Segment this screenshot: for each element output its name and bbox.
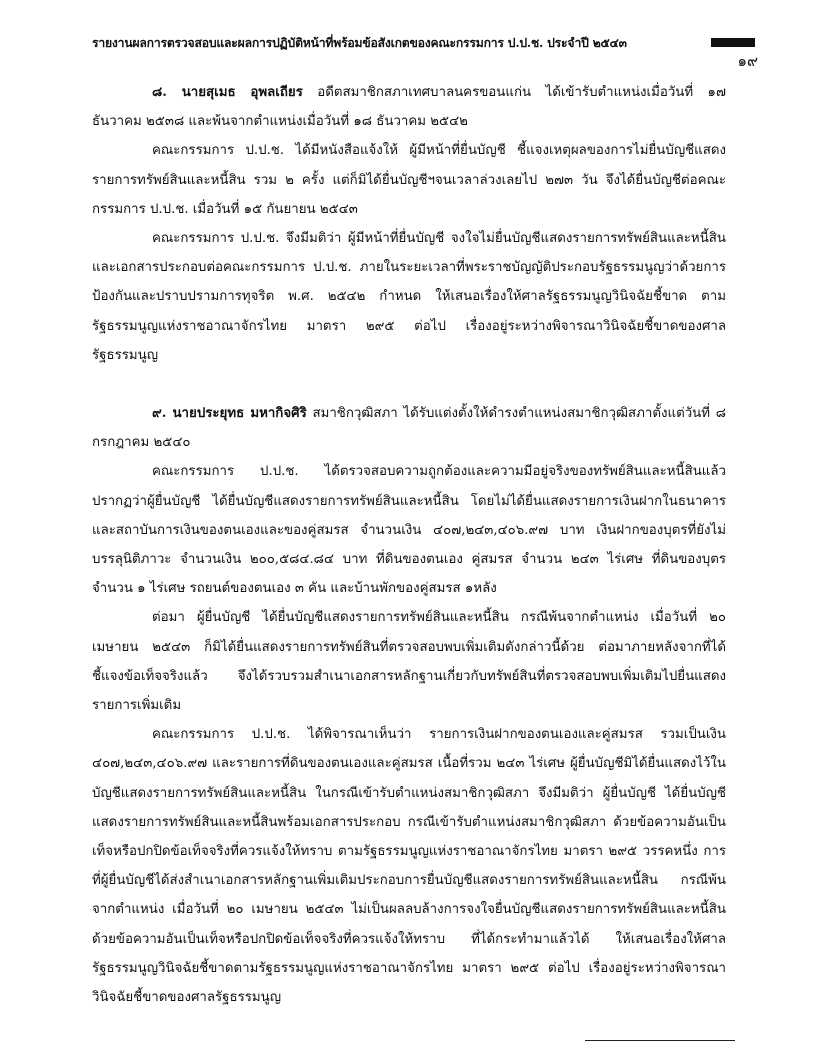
section-8-intro-text: อดีตสมาชิกสภาเทศบาลนครขอนแก่น ได้เข้ารับตำแหน่งเมื่อวันที่ ๑๗ ธันวาคม ๒๕๓๘ และพ้นจากตำแหน่งเมื่อวันที่ ๑๘ ธันวาคม ๒๕๔๒ (92, 85, 726, 130)
section-8-intro (92, 78, 726, 136)
section-8-heading: ๘. นายสุเมธ อุพลเถียร (152, 85, 303, 100)
section-9-paragraph-3: ต่อมา ผู้ยื่นบัญชี ได้ยื่นบัญชีแสดงรายการทรัพย์สินและหนี้สิน กรณีพ้นจากตำแหน่ง เมื่อวันที่ ๒๐ เมษายน ๒๕๔๓ ก็มิได้ยื่นแสดงรายการทรัพย์สินที่ตรวจสอบพบเพิ่มเติมดังกล่าวนี้ด้วย ต่อมาภายหลังจากที่ได้ชี้แจงข้อเท็จจริงแล้ว จึงได้รวบรวมสำเนาเอกสารหลักฐานเกี่ยวกับทรัพย์สินที่ตรวจสอบพบเพิ่มเติมไปยื่นแสดงรายการเพิ่มเติม (92, 610, 726, 714)
section-8-paragraph-2: คณะกรรมการ ป.ป.ช. ได้มีหนังสือแจ้งให้ ผู้มีหน้าที่ยื่นบัญชี ชี้แจงเหตุผลของการไม่ยื่นบัญชีแสดงรายการทรัพย์สินและหนี้สิน รวม ๒ ครั้ง แต่ก็มิได้ยื่นบัญชีฯจนเวลาล่วงเลยไป ๒๗๓ วัน จึงได้ยื่นบัญชีต่อคณะกรรมการ ป.ป.ช. เมื่อวันที่ ๑๕ กันยายน ๒๕๔๓ (92, 143, 726, 217)
footer-rule (585, 1040, 735, 1041)
section-9-intro (92, 399, 726, 457)
section-9-paragraph-2: คณะกรรมการ ป.ป.ช. ได้ตรวจสอบความถูกต้องและความมีอยู่จริงของทรัพย์สินและหนี้สินแล้ว ปรากฏว่าผู้ยื่นบัญชี ได้ยื่นบัญชีแสดงรายการทรัพย์สินและหนี้สิน โดยไม่ได้ยื่นแสดงรายการเงินฝากในธนาคารและสถาบันการเงินของตนเองและของคู่สมรส จำนวนเงิน ๔๐๗,๒๔๓,๔๐๖.๙๗ บาท เงินฝากของบุตรที่ยังไม่บรรลุนิติภาวะ จำนวนเงิน ๒๐๐,๕๘๔.๘๔ บาท ที่ดินของตนเอง คู่สมรส จำนวน ๒๔๓ ไร่เศษ ที่ดินของบุตร จำนวน ๑ ไร่เศษ รถยนต์ของตนเอง ๓ คัน และบ้านพักของคู่สมรส ๑หลัง (92, 464, 726, 597)
section-9-heading: ๙. นายประยุทธ มหากิจศิริ (152, 406, 307, 422)
header-black-bar (711, 38, 755, 47)
section-9-paragraph-4: คณะกรรมการ ป.ป.ช. ได้พิจารณาเห็นว่า รายการเงินฝากของตนเองและคู่สมรส รวมเป็นเงิน ๔๐๗,๒๔๓,๔๐๖.๙๗ และรายการที่ดินของตนเองและคู่สมรส เนื้อที่รวม ๒๔๓ ไร่เศษ ผู้ยื่นบัญชีมิได้ยื่นแสดงไว้ในบัญชีแสดงรายการทรัพย์สินและหนี้สิน ในกรณีเข้ารับตำแหน่งสมาชิกวุฒิสภา จึงมีมติว่า ผู้ยื่นบัญชี ได้ยื่นบัญชีแสดงรายการทรัพย์สินและหนี้สินพร้อมเอกสารประกอบ กรณีเข้ารับตำแหน่งสมาชิกวุฒิสภา ด้วยข้อความอันเป็นเท็จหรือปกปิดข้อเท็จจริงที่ควรแจ้งให้ทราบ ตามรัฐธรรมนูญแห่งราชอาณาจักรไทย มาตรา ๒๙๕ วรรคหนึ่ง การที่ผู้ยื่นบัญชีได้ส่งสำเนาเอกสารหลักฐานเพิ่มเติมประกอบการยื่นบัญชีแสดงรายการทรัพย์สินและหนี้สิน กรณีพ้นจากตำแหน่ง เมื่อวันที่ ๒๐ เมษายน ๒๕๔๓ ไม่เป็นผลลบล้างการจงใจยื่นบัญชีแสดงรายการทรัพย์สินและหนี้สิน ด้วยข้อความอันเป็นเท็จหรือปกปิดข้อเท็จจริงที่ควรแจ้งให้ทราบ ที่ได้กระทำมาแล้วได้ ให้เสนอเรื่องให้ศาลรัฐธรรมนูญวินิจฉัยชี้ขาดตามรัฐธรรมนูญแห่งราชอาณาจักรไทย มาตรา ๒๙๕ ต่อไป เรื่องอยู่ระหว่างพิจารณาวินิจฉัยชี้ขาดของศาลรัฐธรรมนูญ (92, 727, 726, 1006)
page-number: ๑๙ (737, 52, 758, 70)
section-8-paragraph-3: คณะกรรมการ ป.ป.ช. จึงมีมติว่า ผู้มีหน้าที่ยื่นบัญชี จงใจไม่ยื่นบัญชีแสดงรายการทรัพย์สินและหนี้สินและเอกสารประกอบต่อคณะกรรมการ ป.ป.ช. ภายในระยะเวลาที่พระราชบัญญัติประกอบรัฐธรรมนูญว่าด้วยการป้องกันและปราบปรามการทุจริต พ.ศ. ๒๕๔๒ กำหนด ให้เสนอเรื่องให้ศาลรัฐธรรมนูญวินิจฉัยชี้ขาด ตามรัฐธรรมนูญแห่งราชอาณาจักรไทย มาตรา ๒๙๕ ต่อไป เรื่องอยู่ระหว่างพิจารณาวินิจฉัยชี้ขาดของศาลรัฐธรรมนูญ (92, 231, 726, 363)
document-body (92, 78, 726, 1012)
section-9-intro-text: สมาชิกวุฒิสภา ได้รับแต่งตั้งให้ดำรงตำแหน่งสมาชิกวุฒิสภาตั้งแต่วันที่ ๘ กรกฎาคม ๒๕๔๐ (92, 406, 726, 451)
running-header: รายงานผลการตรวจสอบและผลการปฏิบัติหน้าที่พร้อมข้อสังเกตของคณะกรรมการ ป.ป.ช. ประจำปี ๒๕๔๓ (92, 36, 627, 50)
section-gap (92, 370, 726, 399)
